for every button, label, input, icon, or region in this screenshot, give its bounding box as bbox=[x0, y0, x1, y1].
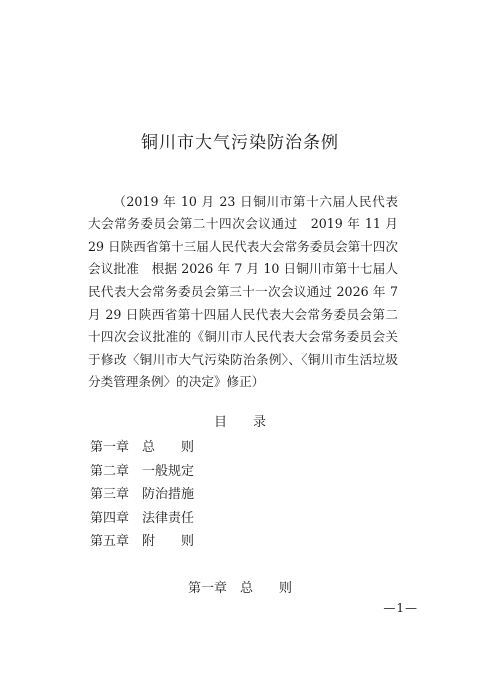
toc-chapter-title: 防治措施 bbox=[142, 487, 195, 503]
toc-chapter-title: 附 则 bbox=[142, 534, 195, 550]
toc-chapter-title: 总 则 bbox=[142, 440, 195, 455]
toc-item-chapter-1 bbox=[90, 436, 194, 460]
toc-chapter-number: 第三章 bbox=[90, 487, 130, 503]
toc-chapter-title: 一般规定 bbox=[142, 463, 195, 479]
toc-chapter-number: 第四章 bbox=[90, 510, 130, 526]
chapter-heading: 第一章 总 则 bbox=[187, 581, 292, 596]
toc-chapter-number: 第二章 bbox=[90, 463, 130, 479]
table-of-contents bbox=[90, 436, 194, 554]
toc-item-chapter-2 bbox=[90, 460, 194, 484]
toc-item-chapter-3 bbox=[90, 483, 194, 507]
toc-chapter-title: 法律责任 bbox=[142, 510, 195, 526]
page-title: 铜川市大气污染防治条例 bbox=[141, 133, 339, 153]
page-number: —1— bbox=[383, 601, 418, 615]
toc-item-chapter-5 bbox=[90, 530, 194, 554]
toc-item-chapter-4 bbox=[90, 507, 194, 531]
toc-chapter-number: 第五章 bbox=[90, 534, 130, 550]
toc-chapter-number: 第一章 bbox=[90, 440, 130, 455]
preamble-text: （2019 年 10 月 23 日铜川市第十六届人民代表大会常务委员会第二十四次会议通过 2019 年 11 月 29 日陕西省第十三届人民代表大会常务委员会第十四次会议批准 根据 2026 年 7 月 10 日铜川市第十七届人民代表大会常务委员会第三十一次会议通过 2026 年 7 月 29 日陕西省第十四届人民代表大会常务委员会第二十四次会议批准的《铜川市人民代表大会常务委员会关于修改〈铜川市大气污染防治条例〉、〈铜川市生活垃圾分类管理条例〉的决定》修正） bbox=[88, 193, 398, 390]
toc-heading: 目 录 bbox=[213, 415, 266, 430]
